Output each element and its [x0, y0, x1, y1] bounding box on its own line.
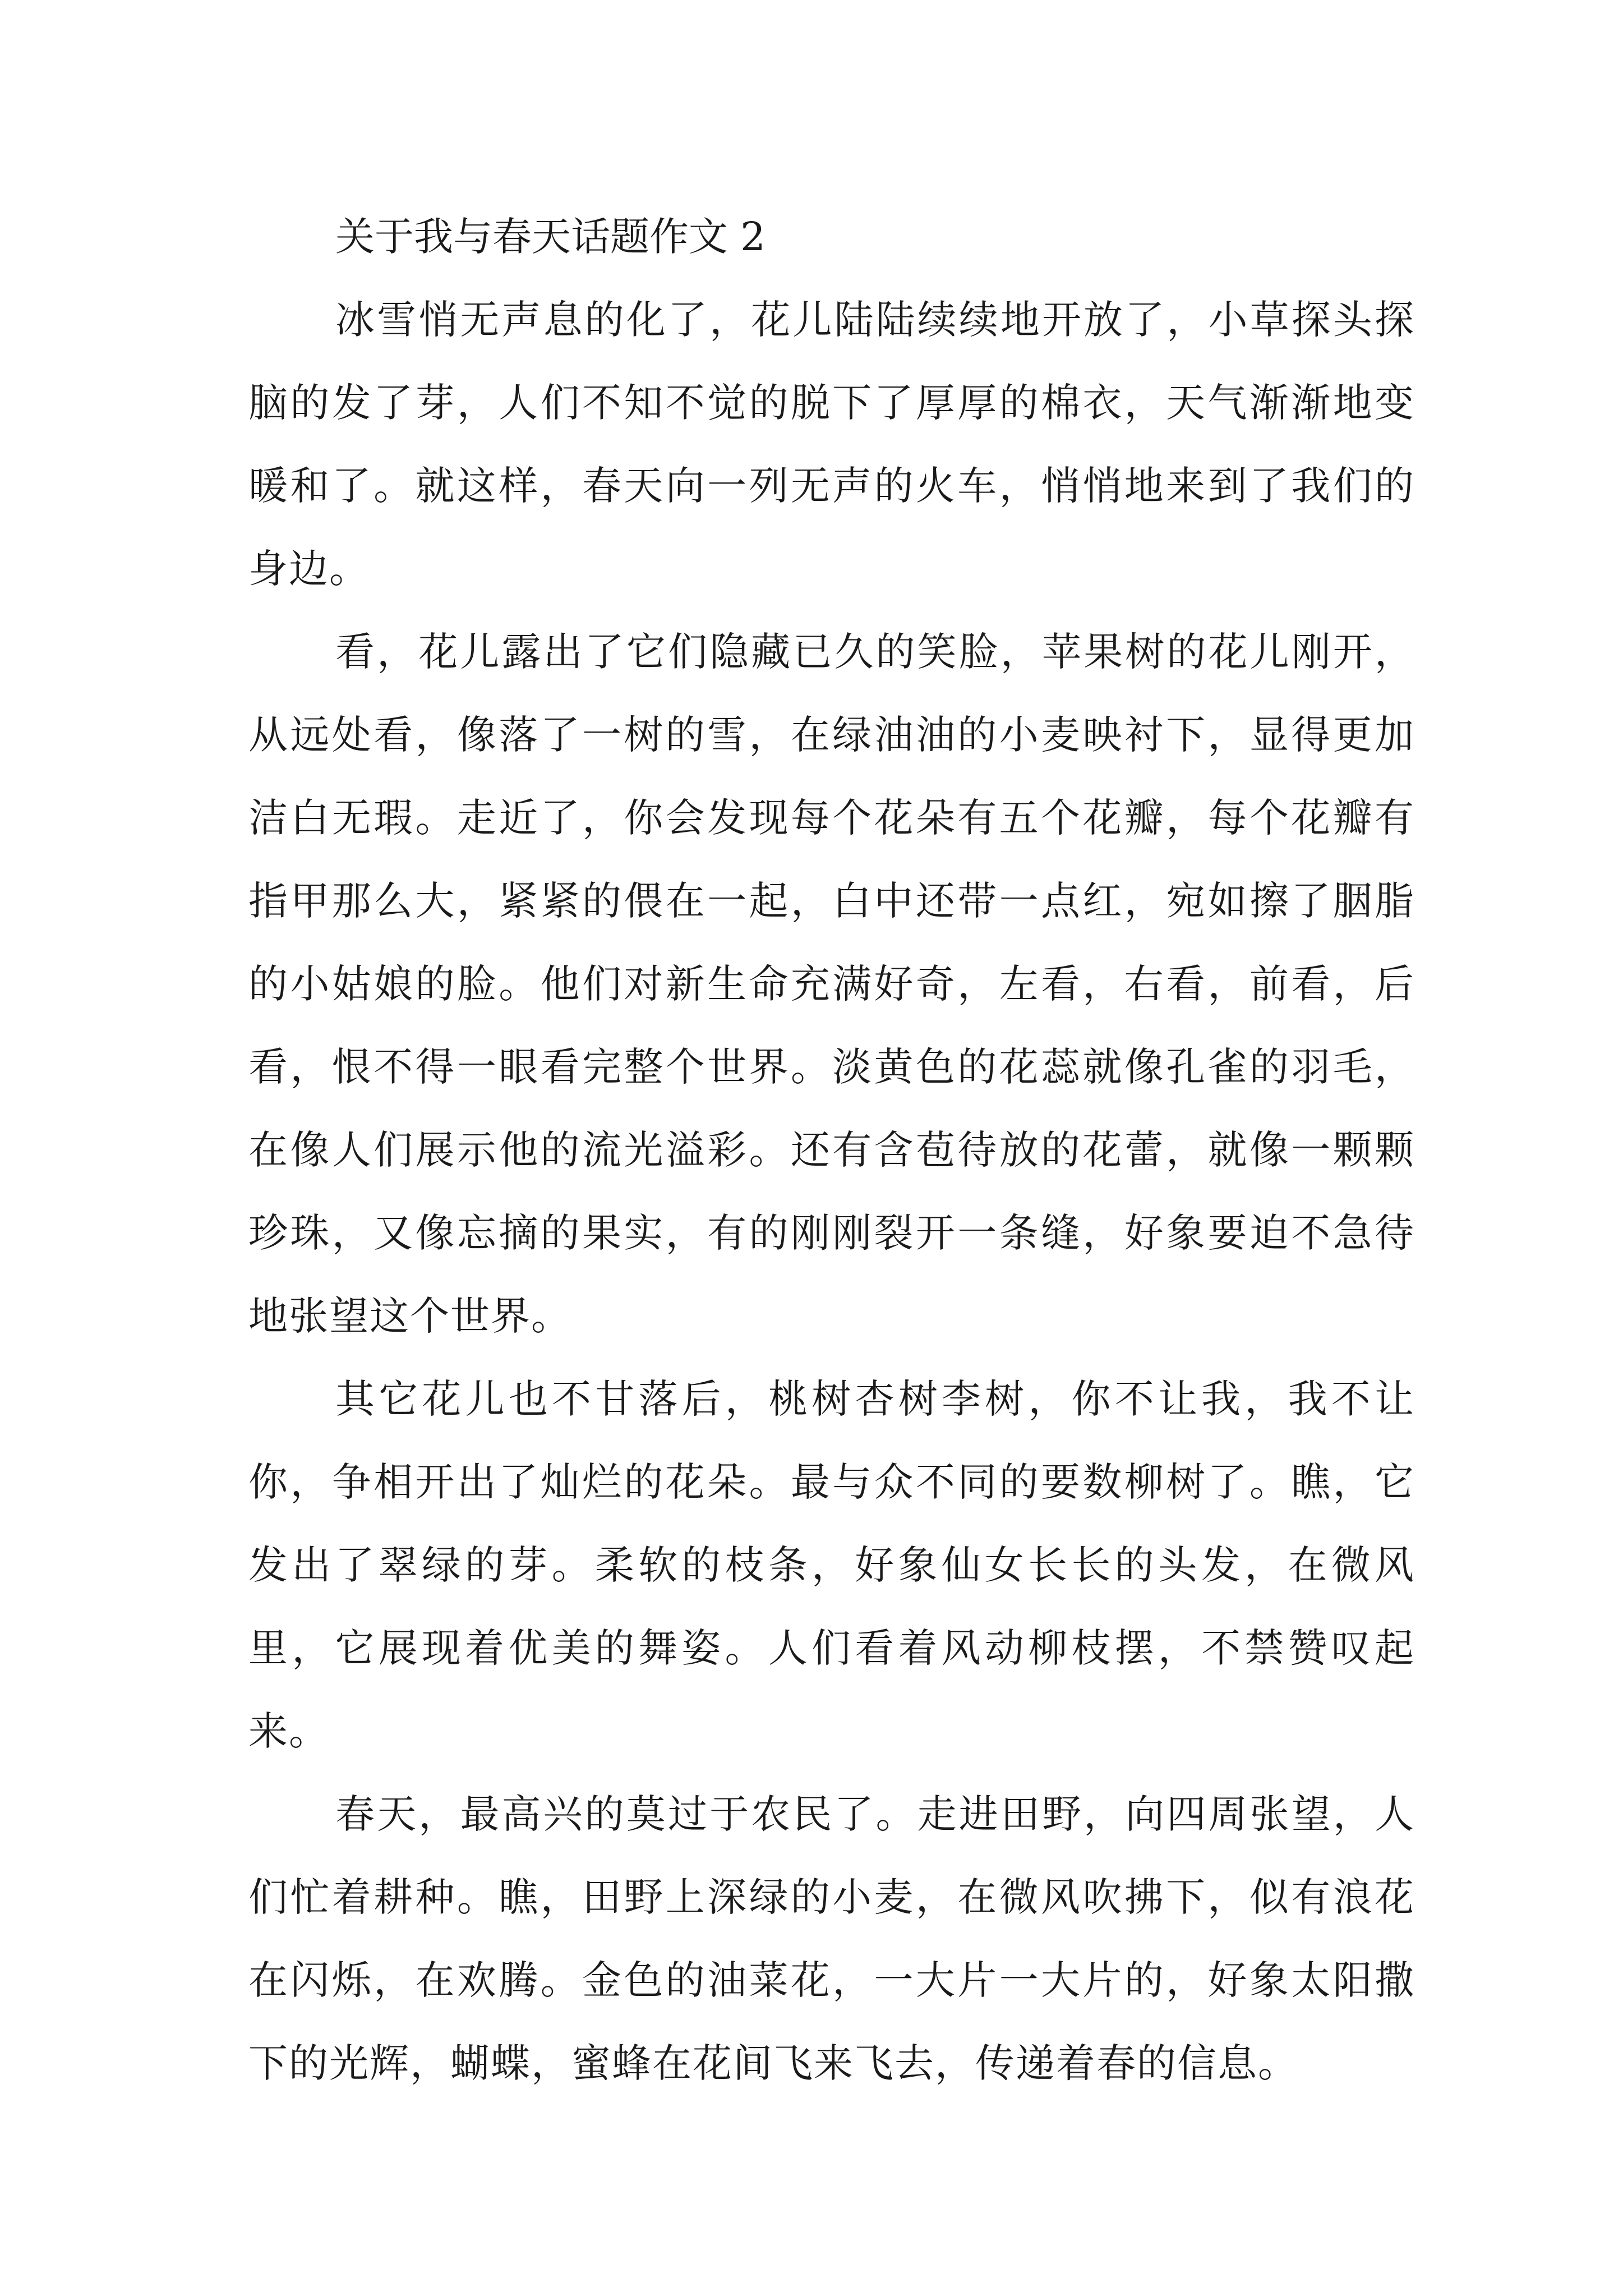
paragraph-1: 冰雪悄无声息的化了，花儿陆陆续续地开放了，小草探头探脑的发了芽，人们不知不觉的脱下了厚厚的棉衣，天气渐渐地变暖和了。就这样，春天向一列无声的火车，悄悄地来到了我们的身边。 [248, 297, 1415, 592]
essay-title: 关于我与春天话题作文 2 [335, 214, 766, 260]
paragraph-3: 其它花儿也不甘落后，桃树杏树李树，你不让我，我不让你，争相开出了灿烂的花朵。最与众不同的要数柳树了。瞧，它发出了翠绿的芽。柔软的枝条，好象仙女长长的头发，在微风里，它展现着优美的舞姿。人们看着风动柳枝摆，不禁赞叹起来。 [248, 1376, 1415, 1754]
essay-body [248, 195, 1415, 2105]
paragraph-2: 看，花儿露出了它们隐藏已久的笑脸，苹果树的花儿刚开，从远处看，像落了一树的雪，在绿油油的小麦映衬下，显得更加洁白无瑕。走近了，你会发现每个花朵有五个花瓣，每个花瓣有指甲那么大，紧紧的偎在一起，白中还带一点红，宛如擦了胭脂的小姑娘的脸。他们对新生命充满好奇，左看，右看，前看，后看，恨不得一眼看完整个世界。淡黄色的花蕊就像孔雀的羽毛，在像人们展示他的流光溢彩。还有含苞待放的花蕾，就像一颗颗珍珠，又像忘摘的果实，有的刚刚裂开一条缝，好象要迫不急待地张望这个世界。 [248, 629, 1415, 1339]
paragraph-4: 春天，最高兴的莫过于农民了。走进田野，向四周张望，人们忙着耕种。瞧，田野上深绿的小麦，在微风吹拂下，似有浪花在闪烁，在欢腾。金色的油菜花，一大片一大片的，好象太阳撒下的光辉，蝴蝶，蜜蜂在花间飞来飞去，传递着春的信息。 [248, 1791, 1415, 2086]
